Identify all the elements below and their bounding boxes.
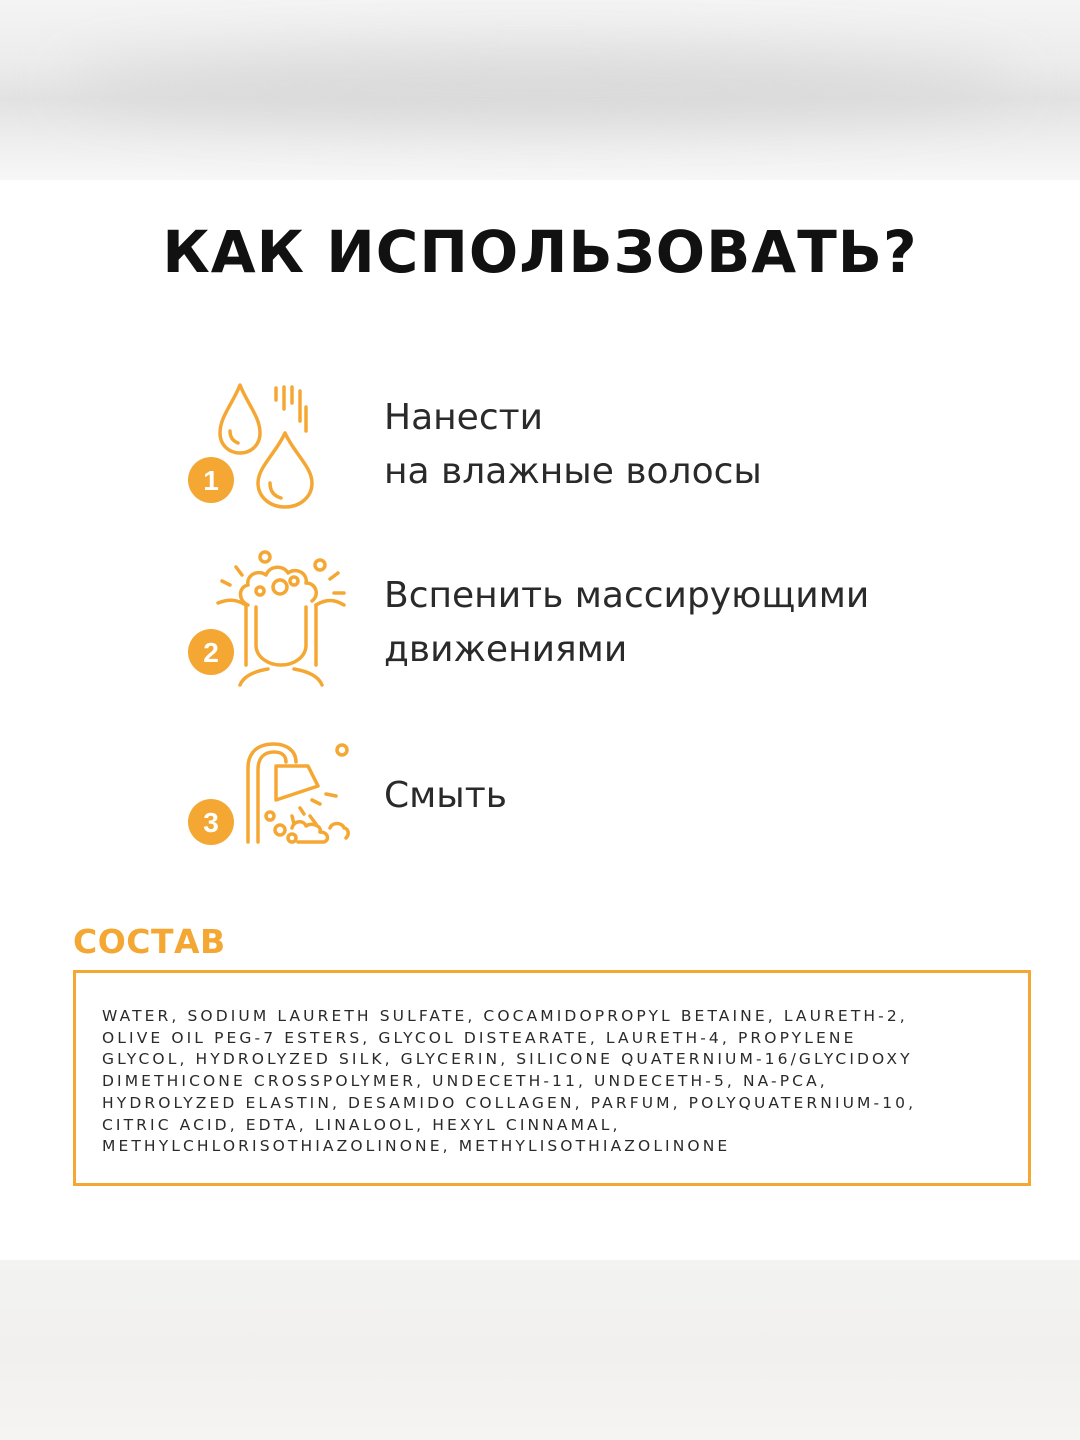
step-1-line-2: на влажные волосы <box>384 451 762 492</box>
step-1-line-1: Нанести <box>384 397 543 438</box>
step-2-line-2: движениями <box>384 629 628 670</box>
composition-title: СОСТАВ <box>73 922 226 961</box>
water-drops-icon <box>180 375 330 515</box>
step-3-text <box>384 769 507 823</box>
composition-line: HYDROLYZED ELASTIN, DESAMIDO COLLAGEN, PARFUM, POLYQUATERNIUM-10, <box>102 1093 917 1112</box>
step-3-line-1: Смыть <box>384 775 507 816</box>
composition-box <box>73 970 1031 1186</box>
page-title: КАК ИСПОЛЬЗОВАТЬ? <box>162 218 918 286</box>
composition-line: CITRIC ACID, EDTA, LINALOOL, HEXYL CINNAMAL, <box>102 1115 621 1134</box>
composition-line: METHYLCHLORISOTHIAZOLINONE, METHYLISOTHIAZOLINONE <box>102 1137 731 1156</box>
blurred-bottom-area <box>0 1260 1080 1440</box>
step-2-line-1: Вспенить массирующими <box>384 575 870 616</box>
composition-line: WATER, SODIUM LAURETH SULFATE, COCAMIDOPROPYL BETAINE, LAURETH-2, <box>102 1007 908 1025</box>
composition-line: DIMETHICONE CROSSPOLYMER, UNDECETH-11, UNDECETH-5, NA-PCA, <box>102 1072 828 1091</box>
step-1-number: 1 <box>203 465 219 496</box>
composition-line: OLIVE OIL PEG-7 ESTERS, GLYCOL DISTEARATE, LAURETH-4, PROPYLENE <box>102 1028 857 1047</box>
blurred-top-area <box>0 0 1080 180</box>
composition-line: GLYCOL, HYDROLYZED SILK, GLYCERIN, SILICONE QUATERNIUM-16/GLYCIDOXY <box>102 1050 913 1069</box>
step-3-number: 3 <box>203 807 219 838</box>
step-1-text <box>384 391 762 499</box>
composition-text <box>102 1006 1004 1158</box>
shower-icon <box>180 738 360 848</box>
step-2-text <box>384 569 869 677</box>
step-2-number: 2 <box>203 637 219 668</box>
lathered-head-icon <box>180 545 360 690</box>
blurred-smudge <box>60 50 1020 120</box>
